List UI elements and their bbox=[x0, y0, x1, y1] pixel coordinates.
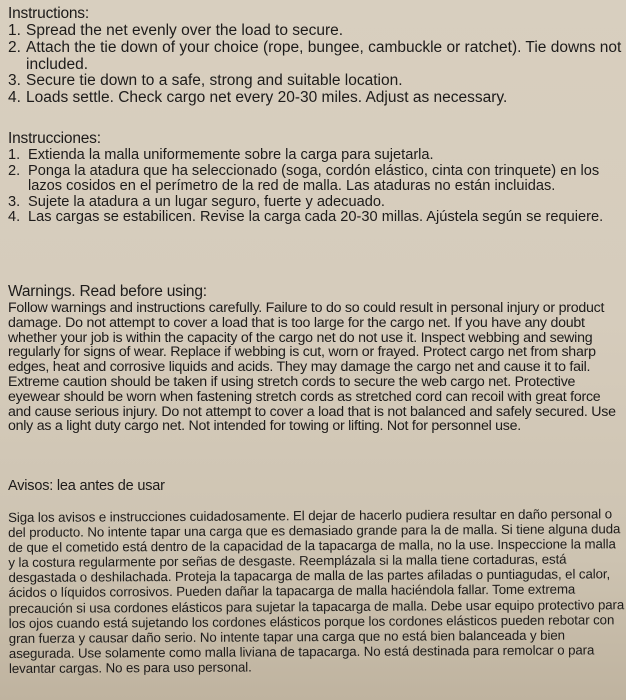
item-number: 3. bbox=[8, 72, 21, 90]
instruction-item bbox=[8, 23, 624, 40]
instrucciones-heading: Instrucciones: bbox=[8, 130, 101, 147]
item-number: 1. bbox=[8, 22, 21, 39]
warnings-body: Follow warnings and instructions carefully. Failure to do so could result in personal injury or product damage. Do not attempt to cover a load that is too large for the cargo net. If you have any doubt whether your job is within the capacity of the cargo net do not use it. Inspect webbing and sewing regularly for signs of wear. Replace if webbing is cut, worn or frayed. Protect cargo net from sharp edges, heat and corrosive liquids and acids. They may damage the cargo net and cause it to fail. Extreme caution should be taken if using stretch cords to secure the web cargo net. Protective eyewear should be worn when fastening stretch cords as stretched cord can recoil with great force and cause serious injury. Do not attempt to cover a load that is not balanced and safely secured. Use only as a light duty cargo net. Not intended for towing or lifting. Not for personnel use. bbox=[8, 300, 616, 435]
item-number: 2. bbox=[8, 38, 21, 56]
item-text: Sujete la atadura a un lugar seguro, fuerte y adecuado. bbox=[28, 193, 385, 210]
item-number: 4. bbox=[8, 89, 21, 107]
item-text: Attach the tie down of your choice (rope, bungee, cambuckle or ratchet). Tie downs not included. bbox=[26, 38, 622, 73]
item-text: Las cargas se estabilicen. Revise la carga cada 20-30 millas. Ajústela según se requiere. bbox=[28, 209, 604, 226]
warnings-english bbox=[8, 284, 624, 434]
item-text: Secure tie down to a safe, strong and suitable location. bbox=[26, 72, 403, 90]
instructions-english bbox=[8, 6, 624, 107]
instrucciones-list bbox=[8, 148, 624, 226]
instruction-item bbox=[8, 164, 624, 195]
item-number: 3. bbox=[8, 193, 21, 210]
instruction-item bbox=[8, 40, 624, 74]
item-text: Extienda la malla uniformemente sobre la carga para sujetarla. bbox=[28, 147, 434, 163]
instructions-heading: Instructions: bbox=[8, 5, 89, 22]
item-text: Loads settle. Check cargo net every 20-30 miles. Adjust as necessary. bbox=[26, 89, 508, 107]
instruction-item bbox=[8, 90, 624, 107]
instruction-item bbox=[8, 73, 624, 90]
item-text: Ponga la atadura que ha seleccionado (soga, cordón elástico, cinta con trinquete) en los lazos cosidos en el perímetro de la red de malla. Las ataduras no están incluidas. bbox=[28, 162, 600, 195]
warnings-heading: Warnings. Read before using: bbox=[8, 283, 207, 300]
instruction-item bbox=[8, 210, 624, 226]
instruction-item bbox=[8, 148, 624, 164]
item-number: 4. bbox=[8, 209, 21, 226]
item-number: 1. bbox=[8, 147, 21, 163]
instructions-spanish bbox=[8, 131, 624, 226]
item-number: 2. bbox=[8, 162, 21, 179]
instruction-item bbox=[8, 195, 624, 211]
instructions-list bbox=[8, 23, 624, 107]
avisos-heading: Avisos: lea antes de usar bbox=[8, 478, 165, 494]
avisos-body: Siga los avisos e instrucciones cuidadosamente. El dejar de hacerlo pudiera resultar en daño personal o del producto. No intente tapar una carga que es demasiado grande para la de malla. Si tiene alguna duda de que el cometido está dentro de la capacidad de la tapacarga de malla, no la use. Inspeccione la malla y la costura regularmente por señas de desgaste. Reemplázala si la malla tiene cortaduras, está desgastada o deshilachada. Proteja la tapacarga de malla de las partes afiladas o puntiagudas, el calor, ácidos o líquidos corrosivos. Pueden dañar la tapacarga de malla haciéndola fallar. Tome extrema precaución si usa cordones elásticos para sujetar la tapacarga de malla. Debe usar equipo protectivo para los ojos cuando está sujetando los cordones elásticos porque los cordones elásticos pueden rebotar con gran fuerza y causar daño serio. No intente tapar una carga que no está bien balanceada y bien asegurada. Use solamente como malla liviana de tapacarga. No está destinada para remolcar o para levantar cargas. No es para uso personal. bbox=[8, 506, 625, 676]
item-text: Spread the net evenly over the load to secure. bbox=[26, 22, 344, 39]
